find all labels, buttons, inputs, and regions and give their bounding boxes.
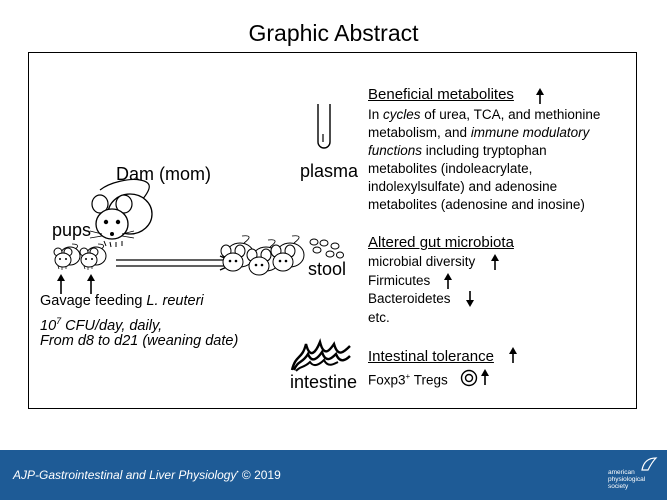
beneficial-line-3 xyxy=(368,142,547,160)
microbiota-heading: Altered gut microbiota xyxy=(368,234,514,251)
beneficial-line-2 xyxy=(368,124,589,142)
test-tube-icon xyxy=(316,104,332,150)
etc-label: etc. xyxy=(368,310,390,325)
pup-mouse-icon xyxy=(78,244,108,272)
text-span: + xyxy=(405,372,411,381)
gavage-prefix: Gavage feeding xyxy=(40,293,147,309)
beneficial-line-1 xyxy=(368,106,600,124)
dose-base: 10 xyxy=(40,317,57,334)
society-line: physiological xyxy=(608,476,646,483)
foxp3-label xyxy=(368,368,448,389)
bacteroidetes-label: Bacteroidetes xyxy=(368,291,451,306)
firmicutes-label: Firmicutes xyxy=(368,273,431,288)
up-arrow-icon xyxy=(535,88,545,104)
stool-pellets-icon xyxy=(308,238,344,260)
page-title: Graphic Abstract xyxy=(248,20,419,46)
society-line: society xyxy=(608,483,629,490)
text-span: of urea, TCA, and methionine xyxy=(420,107,601,122)
gavage-line-1 xyxy=(40,292,204,312)
dose-rest: CFU/day, daily, xyxy=(61,317,163,334)
footer-bar xyxy=(0,450,667,500)
up-arrow-icon xyxy=(86,274,96,294)
beneficial-line-6: metabolites (adenosine and inosine) xyxy=(368,197,585,212)
text-span: metabolism, and xyxy=(368,125,471,140)
text-span: functions xyxy=(368,143,423,158)
intestine-label: intestine xyxy=(290,372,358,392)
up-arrow-icon xyxy=(508,347,518,363)
society-name xyxy=(608,469,660,490)
up-arrow-icon xyxy=(480,369,490,385)
copyright: © 2019 xyxy=(241,468,281,482)
treg-cell-icon xyxy=(460,369,478,387)
text-span: cycles xyxy=(383,107,421,122)
journal-name: AJP-Gastrointestinal and Liver Physiology xyxy=(13,468,237,482)
society-line: american xyxy=(608,469,635,476)
pups-label: pups xyxy=(52,220,92,240)
up-arrow-icon xyxy=(490,254,500,270)
beneficial-line-4: metabolites (indoleacrylate, xyxy=(368,161,533,176)
up-arrow-icon xyxy=(56,274,66,294)
dose-exponent: 7 xyxy=(56,316,62,326)
stool-label: stool xyxy=(308,259,347,279)
journal-credit: AJP-Gastrointestinal and Liver Physiology• © 2019 xyxy=(13,468,281,482)
text-span: immune modulatory xyxy=(470,125,590,140)
beneficial-heading: Beneficial metabolites xyxy=(368,86,514,103)
weaned-mice-icon xyxy=(218,235,308,285)
text-span: Foxp3 xyxy=(368,372,406,388)
text-span: including tryptophan xyxy=(422,143,547,158)
text-span: In xyxy=(368,107,384,122)
intestine-tissue-icon xyxy=(290,340,352,372)
tolerance-heading: Intestinal tolerance xyxy=(368,348,494,365)
dam-label: Dam (mom) xyxy=(116,164,211,184)
down-arrow-icon xyxy=(465,291,475,307)
plasma-label: plasma xyxy=(300,161,359,181)
beneficial-line-5: indolexylsulfate) and adenosine xyxy=(368,179,558,194)
gavage-species: L. reuteri xyxy=(146,293,204,309)
text-span: Tregs xyxy=(410,372,448,388)
up-arrow-icon xyxy=(443,273,453,289)
diversity-label: microbial diversity xyxy=(368,254,476,269)
gavage-line-3: From d8 to d21 (weaning date) xyxy=(40,333,239,349)
